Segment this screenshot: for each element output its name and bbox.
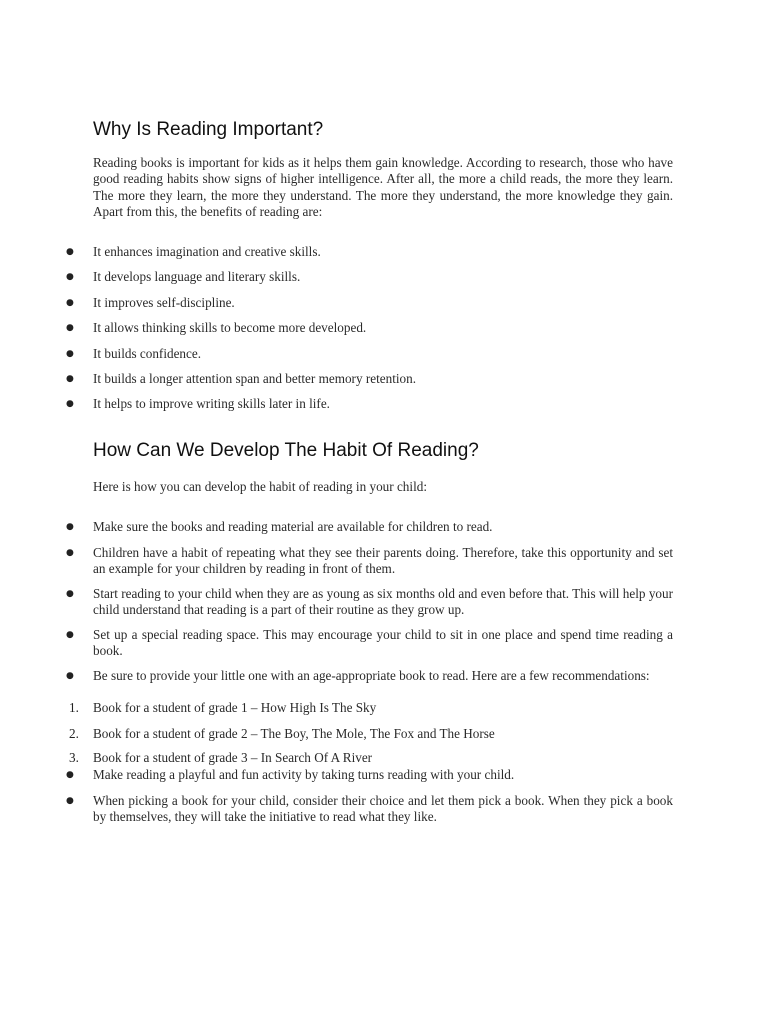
list-number: 2. [69,726,79,741]
bullet-icon: ● [66,630,74,640]
section-heading-develop-habit: How Can We Develop The Habit Of Reading? [93,440,479,461]
section-intro-paragraph: Reading books is important for kids as it helps them gain knowledge. According to research, those who have good reading habits show signs of higher intelligence. After all, the more a child reads, the more they learn. The more they learn, the more they understand. The more they understand, the more knowledge they gain. Apart from this, the benefits of reading are: [93,155,673,219]
bullet-icon: ● [66,796,74,806]
section-intro-paragraph: Here is how you can develop the habit of reading in your child: [93,479,427,494]
document-page: Why Is Reading Important? Reading books is important for kids as it helps them gain knowledge. According to research, those who have good reading habits show signs of higher intelligence. After all, the more a child reads, the more they learn. The more they learn, the more they understand. The more they understand, the more knowledge they gain. Apart from this, the benefits of reading are: ● It enhances imagination and creative skills. ● It develops language and literary skills. ● It improves self-discipline. ● It allows thinking skills to become more developed. ● It builds confidence. ● It builds a longer attention span and better memory retention. ● It helps to improve writing skills later in life. How Can We Develop The Habit Of Reading? Here is how you can develop the habit of reading in your child: ● Make sure the books and reading material are available for children to read. ● Children have a habit of repeating what they see their parents doing. Therefore, take this opportunity and set an example for your children by reading in front of them. ● Start reading to your child when they are as young as six months old and even before that. This will help your child understand that reading is a part of their routine as they grow up. ● Set up a special reading space. This may encourage your child to sit in one place and spend time reading a book. ● Be sure to provide your little one with an age-appropriate book to read. Here are a few recommendations: 1. Book for a student of grade 1 – How High Is The Sky 2. Book for a student of grade 2 – The Boy, The Mole, The Fox and The Horse 3. Book for a student of grade 3 – In Search Of A River ● Make reading a playful and fun activity by taking turns reading with your child. ● When picking a book for your child, consider their choice and let them pick a book. When they pick a book by themselves, they will take the initiative to read what they like. [0,0,768,1024]
list-number: 1. [69,700,79,715]
bullet-icon: ● [66,272,74,282]
bullet-icon: ● [66,247,74,257]
list-number: 3. [69,750,79,765]
section-heading-why-reading: Why Is Reading Important? [93,119,324,140]
bullet-icon: ● [66,522,74,532]
bullet-icon: ● [66,399,74,409]
bullet-icon: ● [66,323,74,333]
bullet-icon: ● [66,671,74,681]
bullet-icon: ● [66,298,74,308]
bullet-icon: ● [66,589,74,599]
bullet-icon: ● [66,374,74,384]
bullet-icon: ● [66,349,74,359]
bullet-icon: ● [66,548,74,558]
bullet-icon: ● [66,770,74,780]
